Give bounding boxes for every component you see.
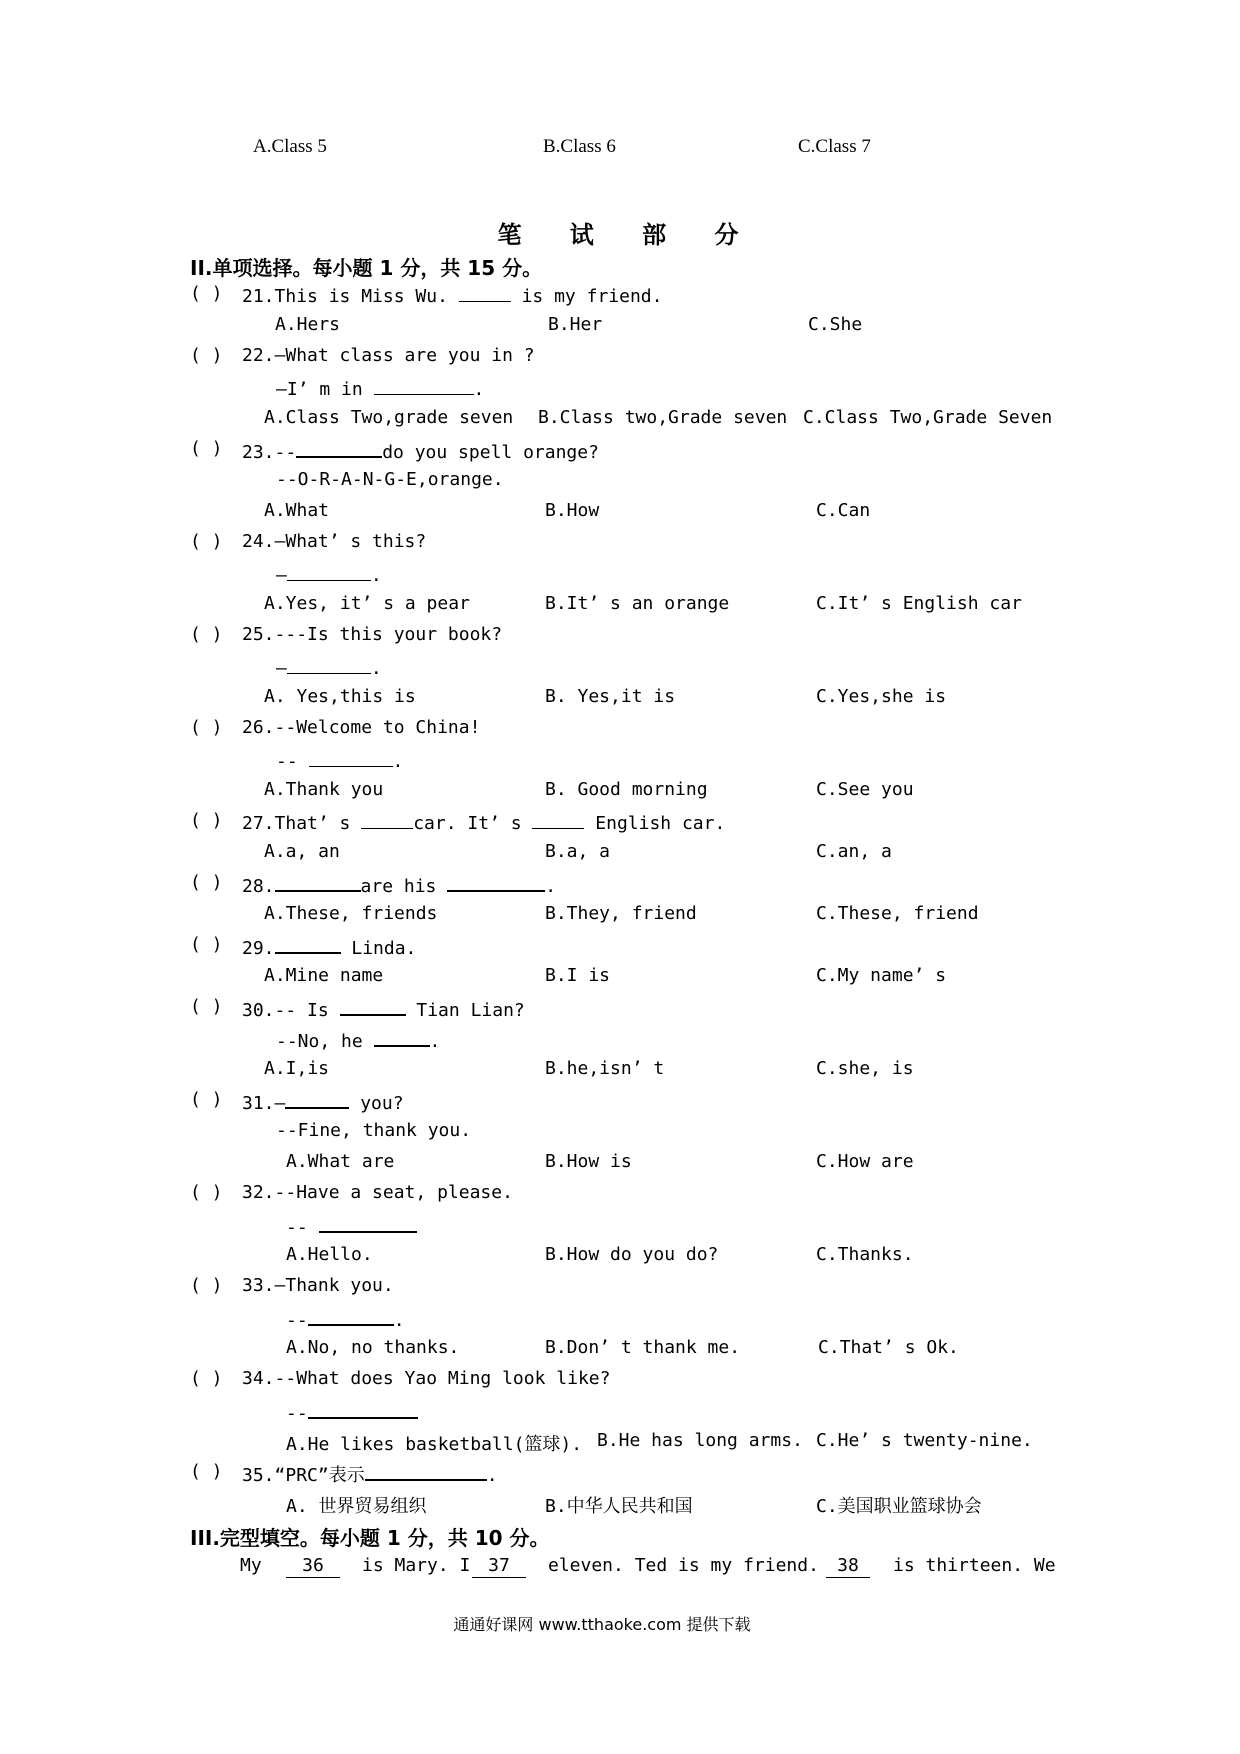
blank — [275, 872, 361, 892]
question-24-reply: — . — [0, 562, 1240, 592]
answer-paren: ( ) — [190, 1089, 223, 1110]
question-33 — [0, 1275, 1240, 1305]
blank — [319, 1213, 417, 1233]
question-32 — [0, 1182, 1240, 1212]
option-a: A.a, an — [264, 841, 340, 862]
option-b: B.He has long arms. — [597, 1430, 803, 1451]
question-34-reply: -- — [0, 1399, 1240, 1429]
option-b: B.Class two,Grade seven — [538, 407, 788, 428]
blank — [308, 1306, 394, 1326]
passage-text: is Mary. I — [362, 1555, 471, 1576]
question-35-options — [0, 1492, 1240, 1522]
question-34 — [0, 1368, 1240, 1398]
blank-number: 38 — [826, 1555, 870, 1578]
blank — [285, 1089, 349, 1109]
option-c: C.Yes,she is — [816, 686, 947, 707]
option-a: A.He likes basketball(篮球). — [286, 1434, 583, 1455]
option-b: B.I is — [545, 965, 611, 986]
question-stem: 35.“PRC”表示 . — [242, 1461, 498, 1487]
blank — [308, 1399, 418, 1419]
cloze-passage-line — [0, 1555, 1240, 1585]
blank — [296, 438, 382, 458]
option-a: A.What are — [286, 1151, 395, 1172]
question-stem: 31.— you? — [242, 1089, 404, 1114]
prev-option-b: B.Class 6 — [543, 136, 616, 157]
option-b: B.How do you do? — [545, 1244, 719, 1265]
answer-paren: ( ) — [190, 283, 223, 304]
question-25 — [0, 624, 1240, 654]
question-24 — [0, 531, 1240, 561]
option-a: A.Yes, it’ s a pear — [264, 593, 470, 614]
option-a: A.Hello. — [286, 1244, 373, 1265]
question-26-options — [0, 779, 1240, 809]
option-a: A.What — [264, 500, 330, 521]
passage-text: My — [240, 1555, 262, 1576]
option-c: C.It’ s English car — [816, 593, 1022, 614]
option-c: C.美国职业篮球协会 — [816, 1496, 982, 1517]
question-stem: 23.-- do you spell orange? — [242, 438, 599, 463]
question-23 — [0, 438, 1240, 468]
blank — [374, 1027, 430, 1047]
blank — [459, 283, 511, 302]
option-c: C.That’ s Ok. — [818, 1337, 959, 1358]
question-stem: 34.--What does Yao Ming look like? — [242, 1368, 611, 1389]
option-b: B.It’ s an orange — [545, 593, 730, 614]
question-21 — [0, 283, 1240, 313]
blank — [447, 872, 545, 892]
section-2-heading: II.单项选择。每小题 1 分，共 15 分。 — [190, 256, 543, 280]
answer-paren: ( ) — [190, 810, 223, 831]
question-22-options — [0, 407, 1240, 437]
blank-number: 36 — [286, 1555, 340, 1578]
answer-paren: ( ) — [190, 1182, 223, 1203]
question-30-options — [0, 1058, 1240, 1088]
question-24-options — [0, 593, 1240, 623]
question-27-options — [0, 841, 1240, 871]
answer-paren: ( ) — [190, 438, 223, 459]
question-31-options — [0, 1151, 1240, 1181]
question-22-reply: —I’ m in . — [0, 376, 1240, 406]
option-b: B.How — [545, 500, 600, 521]
answer-paren: ( ) — [190, 1275, 223, 1296]
answer-paren: ( ) — [190, 717, 223, 738]
option-b: B. Good morning — [545, 779, 708, 800]
prev-options-row — [0, 136, 1240, 166]
option-a: A.These, friends — [264, 903, 438, 924]
answer-paren: ( ) — [190, 934, 223, 955]
question-25-reply: — . — [0, 655, 1240, 685]
question-stem: 21.This is Miss Wu. is my friend. — [242, 283, 662, 307]
passage-text: eleven. Ted is my friend. — [548, 1555, 819, 1576]
question-26-reply: -- . — [0, 748, 1240, 778]
option-c: C.How are — [816, 1151, 914, 1172]
blank — [340, 996, 406, 1016]
section-3-heading: III.完型填空。每小题 1 分，共 10 分。 — [190, 1526, 550, 1550]
question-stem: 22.—What class are you in ? — [242, 345, 535, 366]
option-c: C.Can — [816, 500, 871, 521]
question-stem: 26.--Welcome to China! — [242, 717, 481, 738]
option-a: A.Hers — [275, 314, 341, 335]
option-b: B.They, friend — [545, 903, 697, 924]
question-29 — [0, 934, 1240, 964]
question-stem: 32.--Have a seat, please. — [242, 1182, 513, 1203]
blank — [287, 655, 371, 674]
option-a: A.Class Two,grade seven — [264, 407, 514, 428]
option-c: C.These, friend — [816, 903, 979, 924]
question-26 — [0, 717, 1240, 747]
blank — [532, 810, 584, 829]
option-c: C.an, a — [816, 841, 892, 862]
option-b: B. Yes,it is — [545, 686, 676, 707]
option-c: C.she, is — [816, 1058, 914, 1079]
question-29-options — [0, 965, 1240, 995]
question-stem: 25.---Is this your book? — [242, 624, 503, 645]
question-28 — [0, 872, 1240, 902]
question-32-options — [0, 1244, 1240, 1274]
option-b: B.中华人民共和国 — [545, 1496, 693, 1517]
option-c: C.Thanks. — [816, 1244, 914, 1265]
blank — [365, 1461, 487, 1481]
blank — [275, 934, 341, 954]
option-b: B.How is — [545, 1151, 632, 1172]
question-30-reply: --No, he . — [0, 1027, 1240, 1057]
question-31 — [0, 1089, 1240, 1119]
answer-paren: ( ) — [190, 624, 223, 645]
answer-paren: ( ) — [190, 1368, 223, 1389]
option-b: B.a, a — [545, 841, 611, 862]
question-31-reply: --Fine, thank you. — [276, 1120, 472, 1141]
question-27 — [0, 810, 1240, 840]
option-b: B.he,isn’ t — [545, 1058, 665, 1079]
option-c: C.See you — [816, 779, 914, 800]
question-stem: 29. Linda. — [242, 934, 416, 959]
question-30 — [0, 996, 1240, 1026]
option-a: A.I,is — [264, 1058, 330, 1079]
prev-option-c: C.Class 7 — [798, 136, 871, 157]
question-28-options — [0, 903, 1240, 933]
option-a: A. 世界贸易组织 — [286, 1496, 427, 1517]
answer-paren: ( ) — [190, 872, 223, 893]
question-34-options — [0, 1430, 1240, 1460]
answer-paren: ( ) — [190, 531, 223, 552]
question-33-options — [0, 1337, 1240, 1367]
option-a: A.Thank you — [264, 779, 384, 800]
answer-paren: ( ) — [190, 345, 223, 366]
answer-paren: ( ) — [190, 1461, 223, 1482]
option-c: C.My name’ s — [816, 965, 947, 986]
option-b: B.Don’ t thank me. — [545, 1337, 741, 1358]
question-21-options — [0, 314, 1240, 344]
blank — [374, 376, 474, 395]
option-a: A. Yes,this is — [264, 686, 416, 707]
question-stem: 30.-- Is Tian Lian? — [242, 996, 525, 1021]
blank — [309, 748, 393, 767]
blank-number: 37 — [472, 1555, 526, 1578]
answer-paren: ( ) — [190, 996, 223, 1017]
question-stem: 27.That’ s car. It’ s English car. — [242, 810, 725, 834]
question-23-reply: --O-R-A-N-G-E,orange. — [276, 469, 504, 490]
question-32-reply: -- — [0, 1213, 1240, 1243]
option-b: B.Her — [548, 314, 603, 335]
question-22 — [0, 345, 1240, 375]
option-c: C.She — [808, 314, 863, 335]
option-c: C.He’ s twenty-nine. — [816, 1430, 1033, 1451]
question-33-reply: -- . — [0, 1306, 1240, 1336]
page-title: 笔 试 部 分 — [497, 221, 759, 249]
question-23-options — [0, 500, 1240, 530]
question-35 — [0, 1461, 1240, 1491]
blank — [361, 810, 413, 829]
option-a: A.Mine name — [264, 965, 384, 986]
question-stem: 28. are his . — [242, 872, 556, 897]
page-footer: 通通好课网 www.tthaoke.com 提供下载 — [453, 1615, 751, 1634]
option-c: C.Class Two,Grade Seven — [803, 407, 1053, 428]
blank — [287, 562, 371, 581]
question-stem: 33.—Thank you. — [242, 1275, 394, 1296]
prev-option-a: A.Class 5 — [253, 136, 327, 157]
question-stem: 24.—What’ s this? — [242, 531, 427, 552]
option-a: A.No, no thanks. — [286, 1337, 460, 1358]
question-25-options — [0, 686, 1240, 716]
passage-text: is thirteen. We — [893, 1555, 1056, 1576]
